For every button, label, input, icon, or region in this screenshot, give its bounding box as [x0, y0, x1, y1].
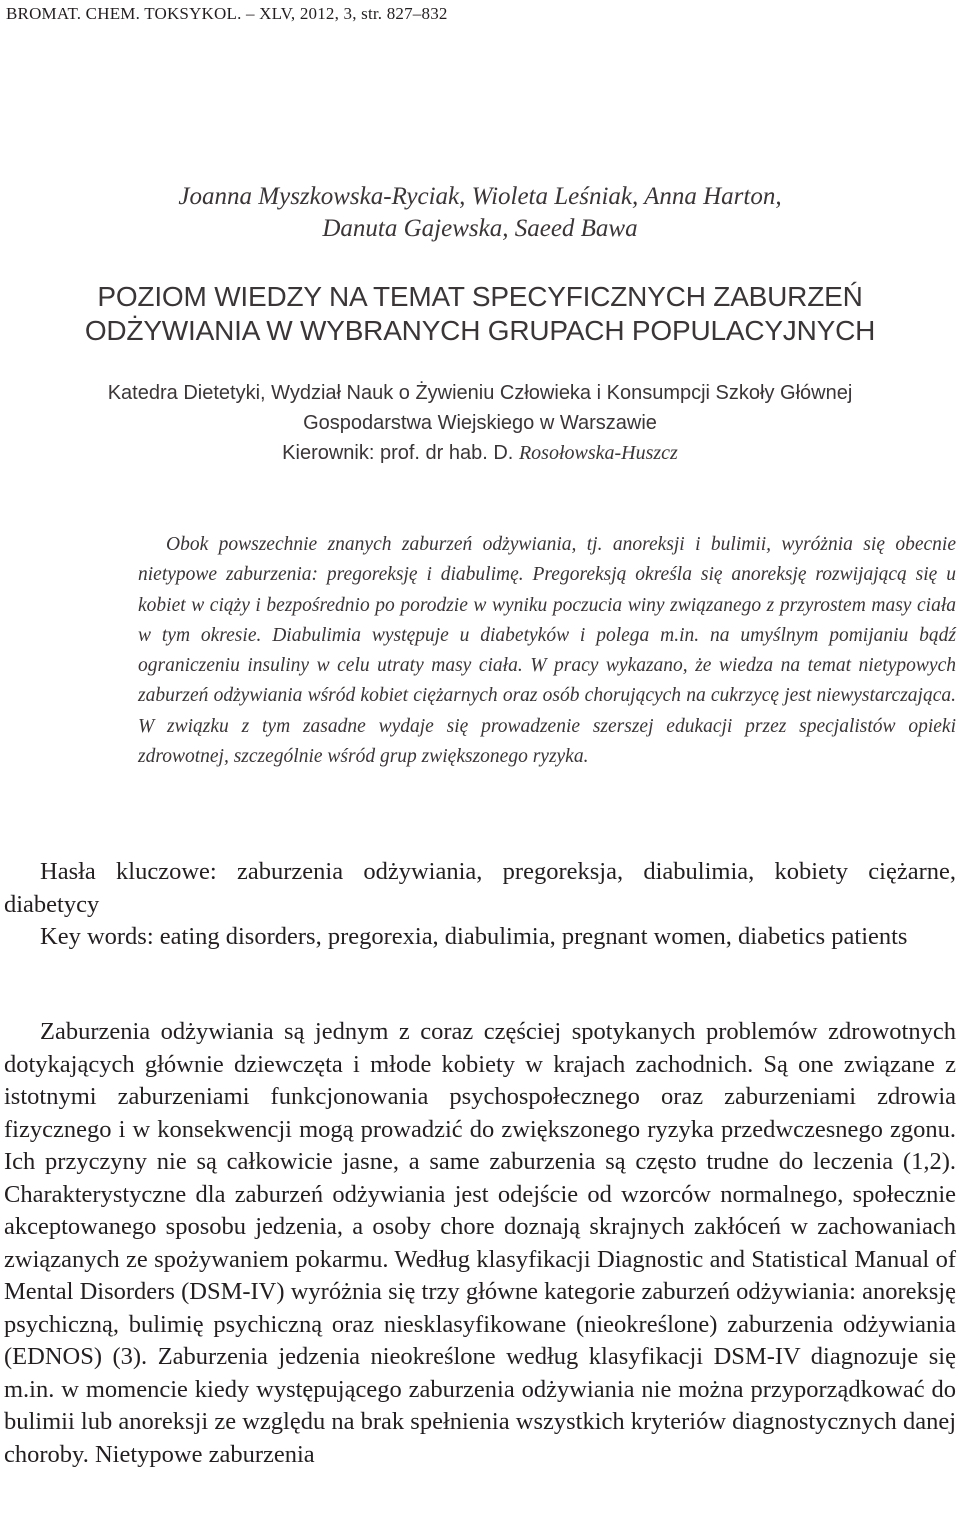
author-line: Joanna Myszkowska-Ryciak, Wioleta Leśniak, Anna Harton, [178, 183, 782, 210]
author-list [0, 181, 960, 245]
body-paragraph: Zaburzenia odżywiania są jednym z coraz częściej spotykanych problemów zdrowotnych dotykających głównie dziewczęta i młode kobiety w krajach zachodnich. Są one związane z istotnymi zaburzeniami funkcjonowania psychospołecznego oraz zaburzeniami zdrowia fizycznego i w konsekwencji mogą prowadzić do zwiększonego ryzyka przedwczesnego zgonu. Ich przyczyny nie są całkowicie jasne, a same zaburzenia są często trudne do leczenia (1,2). Charakterystyczne dla zaburzeń odżywiania jest odejście od wzorców normalnego, społecznie akceptowanego sposobu jedzenia, a osoby chore doznają skrajnych zakłóceń w zachowaniach związanych ze spożywaniem pokarmu. Według klasyfikacji Diagnostic and Statistical Manual of Mental Disorders (DSM-IV) wyróżnia się trzy główne kategorie zaburzeń odżywiania: anoreksję psychiczną, bulimię psychiczną oraz niesklasyfikowane (nieokreślone) zaburzenia odżywiania (EDNOS) (3). Zaburzenia jedzenia nieokreślone według klasyfikacji DSM-IV diagnozuje się m.in. w momencie kiedy występującego zaburzenia odżywiania nie można przyporządkować do bulimii lub anoreksji ze względu na brak spełnienia wszystkich kryteriów diagnostycznych danej choroby. Nietypowe zaburzenia [4, 1018, 956, 1468]
keywords-polish: Hasła kluczowe: zaburzenia odżywiania, pregoreksja, diabulimia, kobiety ciężarne, diabetycy [4, 858, 956, 918]
article-title [0, 280, 960, 348]
affiliation [0, 378, 960, 468]
abstract-text: Obok powszechnie znanych zaburzeń odżywiania, tj. anoreksji i bulimii, wyróżnia się obecnie nietypowe zaburzenia: pregoreksję i diabulimę. Pregoreksją określa się anoreksję rozwijającą się u kobiet w ciąży i bezpośrednio po porodzie w wyniku poczucia winy związanego z przyrostem masy ciała w tym okresie. Diabulimia występuje u diabetyków i polega m.in. na umyślnym pomijaniu bądź ograniczeniu insuliny w celu utraty masy ciała. W pracy wykazano, że wiedza na temat nietypowych zaburzeń odżywiania wśród kobiet ciężarnych oraz osób chorujących na cukrzycę jest niewystarczająca. W związku z tym zasadne wydaje się prowadzenie szerszej edukacji przez specjalistów opieki zdrowotnej, szczególnie wśród grup zwiększonego ryzyka. [138, 534, 956, 768]
keywords-block [4, 856, 956, 954]
affiliation-line: Katedra Dietetyki, Wydział Nauk o Żywieniu Człowieka i Konsumpcji Szkoły Głównej [107, 382, 853, 404]
abstract [138, 530, 956, 772]
department-head-name: Rosołowska-Huszcz [518, 442, 678, 464]
keywords-english: Key words: eating disorders, pregorexia, diabulimia, pregnant women, diabetics patients [40, 923, 908, 950]
body-text [4, 1016, 956, 1471]
department-head-prefix: Kierownik: prof. dr hab. D. [282, 442, 519, 464]
author-line: Danuta Gajewska, Saeed Bawa [322, 215, 638, 242]
affiliation-line: Gospodarstwa Wiejskiego w Warszawie [303, 412, 657, 434]
running-head: BROMAT. CHEM. TOKSYKOL. – XLV, 2012, 3, str. 827–832 [6, 4, 448, 23]
title-line: POZIOM WIEDZY NA TEMAT SPECYFICZNYCH ZABURZEŃ [97, 281, 863, 312]
department-head [0, 438, 960, 468]
title-line: ODŻYWIANIA W WYBRANYCH GRUPACH POPULACYJNYCH [84, 315, 876, 346]
